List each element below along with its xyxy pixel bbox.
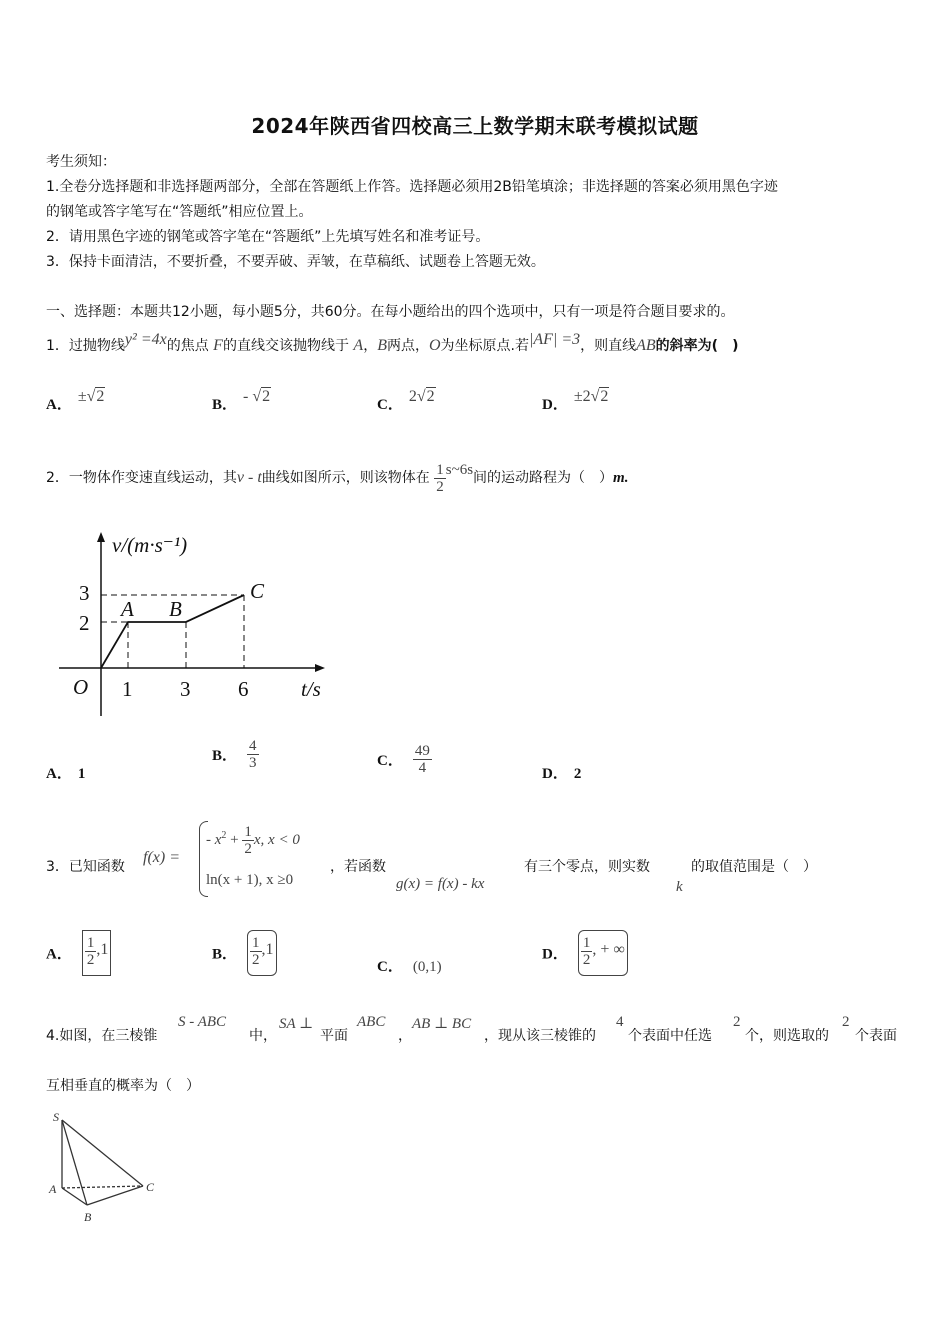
- fraction-denominator: 2: [582, 952, 591, 968]
- option-radicand: 2: [262, 388, 271, 405]
- edge-ac: [62, 1186, 143, 1188]
- vertex-b-label: B: [84, 1210, 92, 1224]
- interval-rest: ,1: [261, 941, 274, 958]
- x-axis-arrow: [315, 664, 325, 672]
- option-label: D．: [542, 946, 568, 963]
- q4-plane: ABC: [357, 1014, 386, 1030]
- q4-num-2b: 2: [842, 1014, 850, 1030]
- q2-text: 曲线如图所示，则该物体在: [261, 470, 430, 486]
- q2-text: 2．一物体作变速直线运动，其: [46, 470, 237, 486]
- q2-option-a[interactable]: [46, 762, 85, 783]
- q1-option-d[interactable]: D． ±2√2: [542, 388, 609, 413]
- q1-parabola: y² =4x: [124, 331, 167, 348]
- q3-case-2: ln(x + 1), x ≥0: [206, 872, 294, 888]
- q4-text-9: 互相垂直的概率为（ ）: [46, 1078, 200, 1094]
- option-radicand: 2: [426, 388, 435, 405]
- graph-y-label: v/(m·s⁻¹): [112, 533, 188, 557]
- option-label: A．: [46, 397, 72, 413]
- option-label: C．: [377, 397, 403, 413]
- q1-origin: O: [428, 337, 441, 354]
- option-value: (0,1): [412, 959, 442, 975]
- option-fraction: [247, 738, 259, 771]
- q3-option-d[interactable]: [542, 930, 628, 976]
- fraction-numerator: 1: [436, 461, 444, 478]
- q4-text-2: 中，: [249, 1028, 277, 1044]
- q1-text: 的焦点: [166, 338, 209, 354]
- case-term: - x: [206, 831, 222, 848]
- case-cond: x, x < 0: [253, 831, 300, 848]
- q4-text-7: 个，则选取的: [745, 1028, 829, 1044]
- q2-vt: v - t: [236, 469, 262, 486]
- edge-sc: [62, 1120, 143, 1186]
- q1-text: 为坐标原点.若: [440, 338, 529, 354]
- q3-text-3: 有三个零点，则实数: [524, 859, 650, 875]
- fraction-denominator: 2: [86, 952, 95, 968]
- xtick-3: 3: [180, 677, 191, 701]
- q3-option-a[interactable]: [46, 930, 111, 976]
- q4-text-8: 个表面: [855, 1028, 897, 1044]
- case-plus: +: [230, 831, 239, 848]
- option-fraction: [250, 935, 262, 968]
- q1-text: 的直线交该抛物线于: [222, 338, 349, 354]
- interval-bracket: [82, 930, 112, 976]
- option-label: C．: [377, 753, 403, 769]
- ytick-2: 2: [79, 611, 90, 635]
- origin-label: O: [73, 675, 89, 699]
- option-label: D．: [542, 397, 568, 413]
- fraction-denominator: 3: [249, 755, 257, 771]
- notice-line-3: 2．请用黑色字迹的钢笔或答字笔在“答题纸”上先填写姓名和准考证号。: [46, 229, 490, 245]
- option-prefix: ±: [77, 388, 87, 405]
- interval-rest: ,1: [96, 941, 109, 958]
- notice-line-4: 3．保持卡面清洁，不要折叠，不要弄破、弄皱，在草稿纸、试题卷上答题无效。: [46, 254, 545, 270]
- notice-heading: 考生须知：: [46, 154, 116, 170]
- q1-text: 1．过抛物线: [46, 338, 125, 354]
- q2-range: s~6s: [445, 462, 474, 478]
- edge-bc: [87, 1186, 143, 1205]
- q2-vt-graph: [55, 528, 340, 718]
- q3-text-2: ，若函数: [330, 859, 386, 875]
- option-fraction: [581, 935, 593, 968]
- point-c-label: C: [250, 579, 265, 603]
- xtick-1: 1: [122, 677, 133, 701]
- q4-text-3: 平面: [320, 1028, 348, 1044]
- option-fraction: [85, 935, 97, 968]
- q1-line-ab: AB: [636, 337, 656, 354]
- q2-option-c[interactable]: [377, 743, 432, 776]
- q2-text: 间的运动路程为（ ）: [473, 470, 614, 486]
- q3-gx: g(x) = f(x) - kx: [396, 876, 485, 892]
- q3-k: k: [676, 879, 683, 895]
- q1-text: ，: [363, 338, 378, 354]
- option-radicand: 2: [600, 388, 609, 405]
- q1-option-b[interactable]: B． - √2: [212, 388, 271, 413]
- fraction-numerator: 4: [249, 738, 257, 754]
- fraction-denominator: 2: [436, 478, 444, 495]
- q3-case-1: [206, 824, 300, 857]
- ytick-3: 3: [79, 581, 90, 605]
- q3-option-c[interactable]: [377, 955, 442, 976]
- q2-option-d[interactable]: [542, 762, 581, 783]
- interval-bracket: [578, 930, 628, 976]
- q4-ab-perp: AB ⊥ BC: [412, 1016, 472, 1032]
- case-fraction: [242, 824, 254, 857]
- option-prefix: 2: [408, 388, 417, 405]
- xtick-6: 6: [238, 677, 249, 701]
- q4-text-1: 4.如图，在三棱锥: [46, 1028, 158, 1044]
- case-exp: 2: [221, 829, 227, 841]
- fraction-numerator: 1: [244, 824, 252, 840]
- option-value: 1: [77, 766, 86, 782]
- option-prefix: ±2: [573, 388, 591, 405]
- edge-sb: [62, 1120, 87, 1205]
- fraction-denominator: 4: [418, 760, 427, 776]
- option-label: D．: [542, 766, 568, 782]
- vertex-c-label: C: [146, 1180, 155, 1194]
- q1-text: 两点，: [386, 338, 429, 354]
- option-label: B．: [212, 748, 238, 764]
- graph-x-label: t/s: [301, 677, 321, 701]
- option-label: A．: [46, 766, 72, 782]
- q3-option-b[interactable]: [212, 930, 277, 976]
- notice-line-1: 1.全卷分选择题和非选择题两部分，全部在答题纸上作答。选择题必须用2B铅笔填涂；非选择题的答案必须用黑色字迹: [46, 179, 778, 195]
- option-radicand: 2: [96, 388, 105, 405]
- fraction-denominator: 2: [244, 841, 252, 857]
- notice-line-2: 的钢笔或答字笔写在“答题纸”相应位置上。: [46, 204, 313, 220]
- q2-unit: m.: [613, 470, 629, 486]
- q4-pyramid-figure: [44, 1108, 169, 1228]
- option-fraction: [413, 743, 432, 776]
- q1-option-a[interactable]: A． ±√2: [46, 388, 105, 413]
- q1-af: |AF| =3: [528, 331, 581, 348]
- q4-text-5: ，现从该三棱锥的: [484, 1028, 596, 1044]
- q2-option-b[interactable]: [212, 738, 259, 771]
- q1-point-b: B: [377, 337, 387, 354]
- point-a-label: A: [121, 597, 134, 621]
- option-label: C．: [377, 959, 403, 975]
- q4-num-4: 4: [616, 1014, 624, 1030]
- option-label: B．: [212, 397, 238, 413]
- q4-pyramid: S - ABC: [178, 1014, 227, 1030]
- option-label: A．: [46, 946, 72, 963]
- page-title: 2024年陕西省四校高三上数学期末联考模拟试题: [251, 114, 699, 138]
- option-prefix: -: [243, 388, 253, 405]
- point-b-label: B: [169, 597, 182, 621]
- q1-option-c[interactable]: C． 2√2: [377, 388, 435, 413]
- q1-text: ，则直线: [580, 338, 637, 354]
- q3-fx: f(x) =: [143, 849, 180, 866]
- fraction-numerator: 49: [414, 743, 430, 759]
- fraction-denominator: 2: [252, 952, 260, 968]
- interval-bracket: [247, 930, 277, 976]
- q3-text-4: 的取值范围是（ ）: [691, 859, 817, 875]
- option-label: B．: [212, 946, 238, 963]
- question-1-stem: [46, 330, 738, 366]
- interval-rest: , + ∞: [592, 941, 625, 958]
- q1-focus: F: [213, 337, 223, 354]
- question-2-stem: [46, 460, 628, 500]
- q3-lead: 3．已知函数: [46, 859, 125, 875]
- fraction-numerator: 1: [86, 935, 95, 951]
- option-value: 2: [573, 766, 582, 782]
- y-axis-arrow: [97, 532, 105, 542]
- section-heading: 一、选择题：本题共12小题，每小题5分，共60分。在每小题给出的四个选项中，只有一项是符合题目要求的。: [46, 304, 735, 320]
- q4-sa-perp: SA ⊥: [279, 1016, 314, 1032]
- q4-text-4: ，: [398, 1028, 412, 1044]
- fraction-numerator: 1: [252, 935, 260, 951]
- q1-point-a: A: [353, 337, 364, 354]
- q4-num-2a: 2: [733, 1014, 741, 1030]
- q1-text: 的斜率为( ): [655, 338, 739, 354]
- q4-text-6: 个表面中任选: [628, 1028, 712, 1044]
- vertex-a-label: A: [49, 1182, 57, 1196]
- q2-time-fraction: [434, 462, 446, 495]
- fraction-numerator: 1: [582, 935, 591, 951]
- vertex-s-label: S: [53, 1110, 59, 1124]
